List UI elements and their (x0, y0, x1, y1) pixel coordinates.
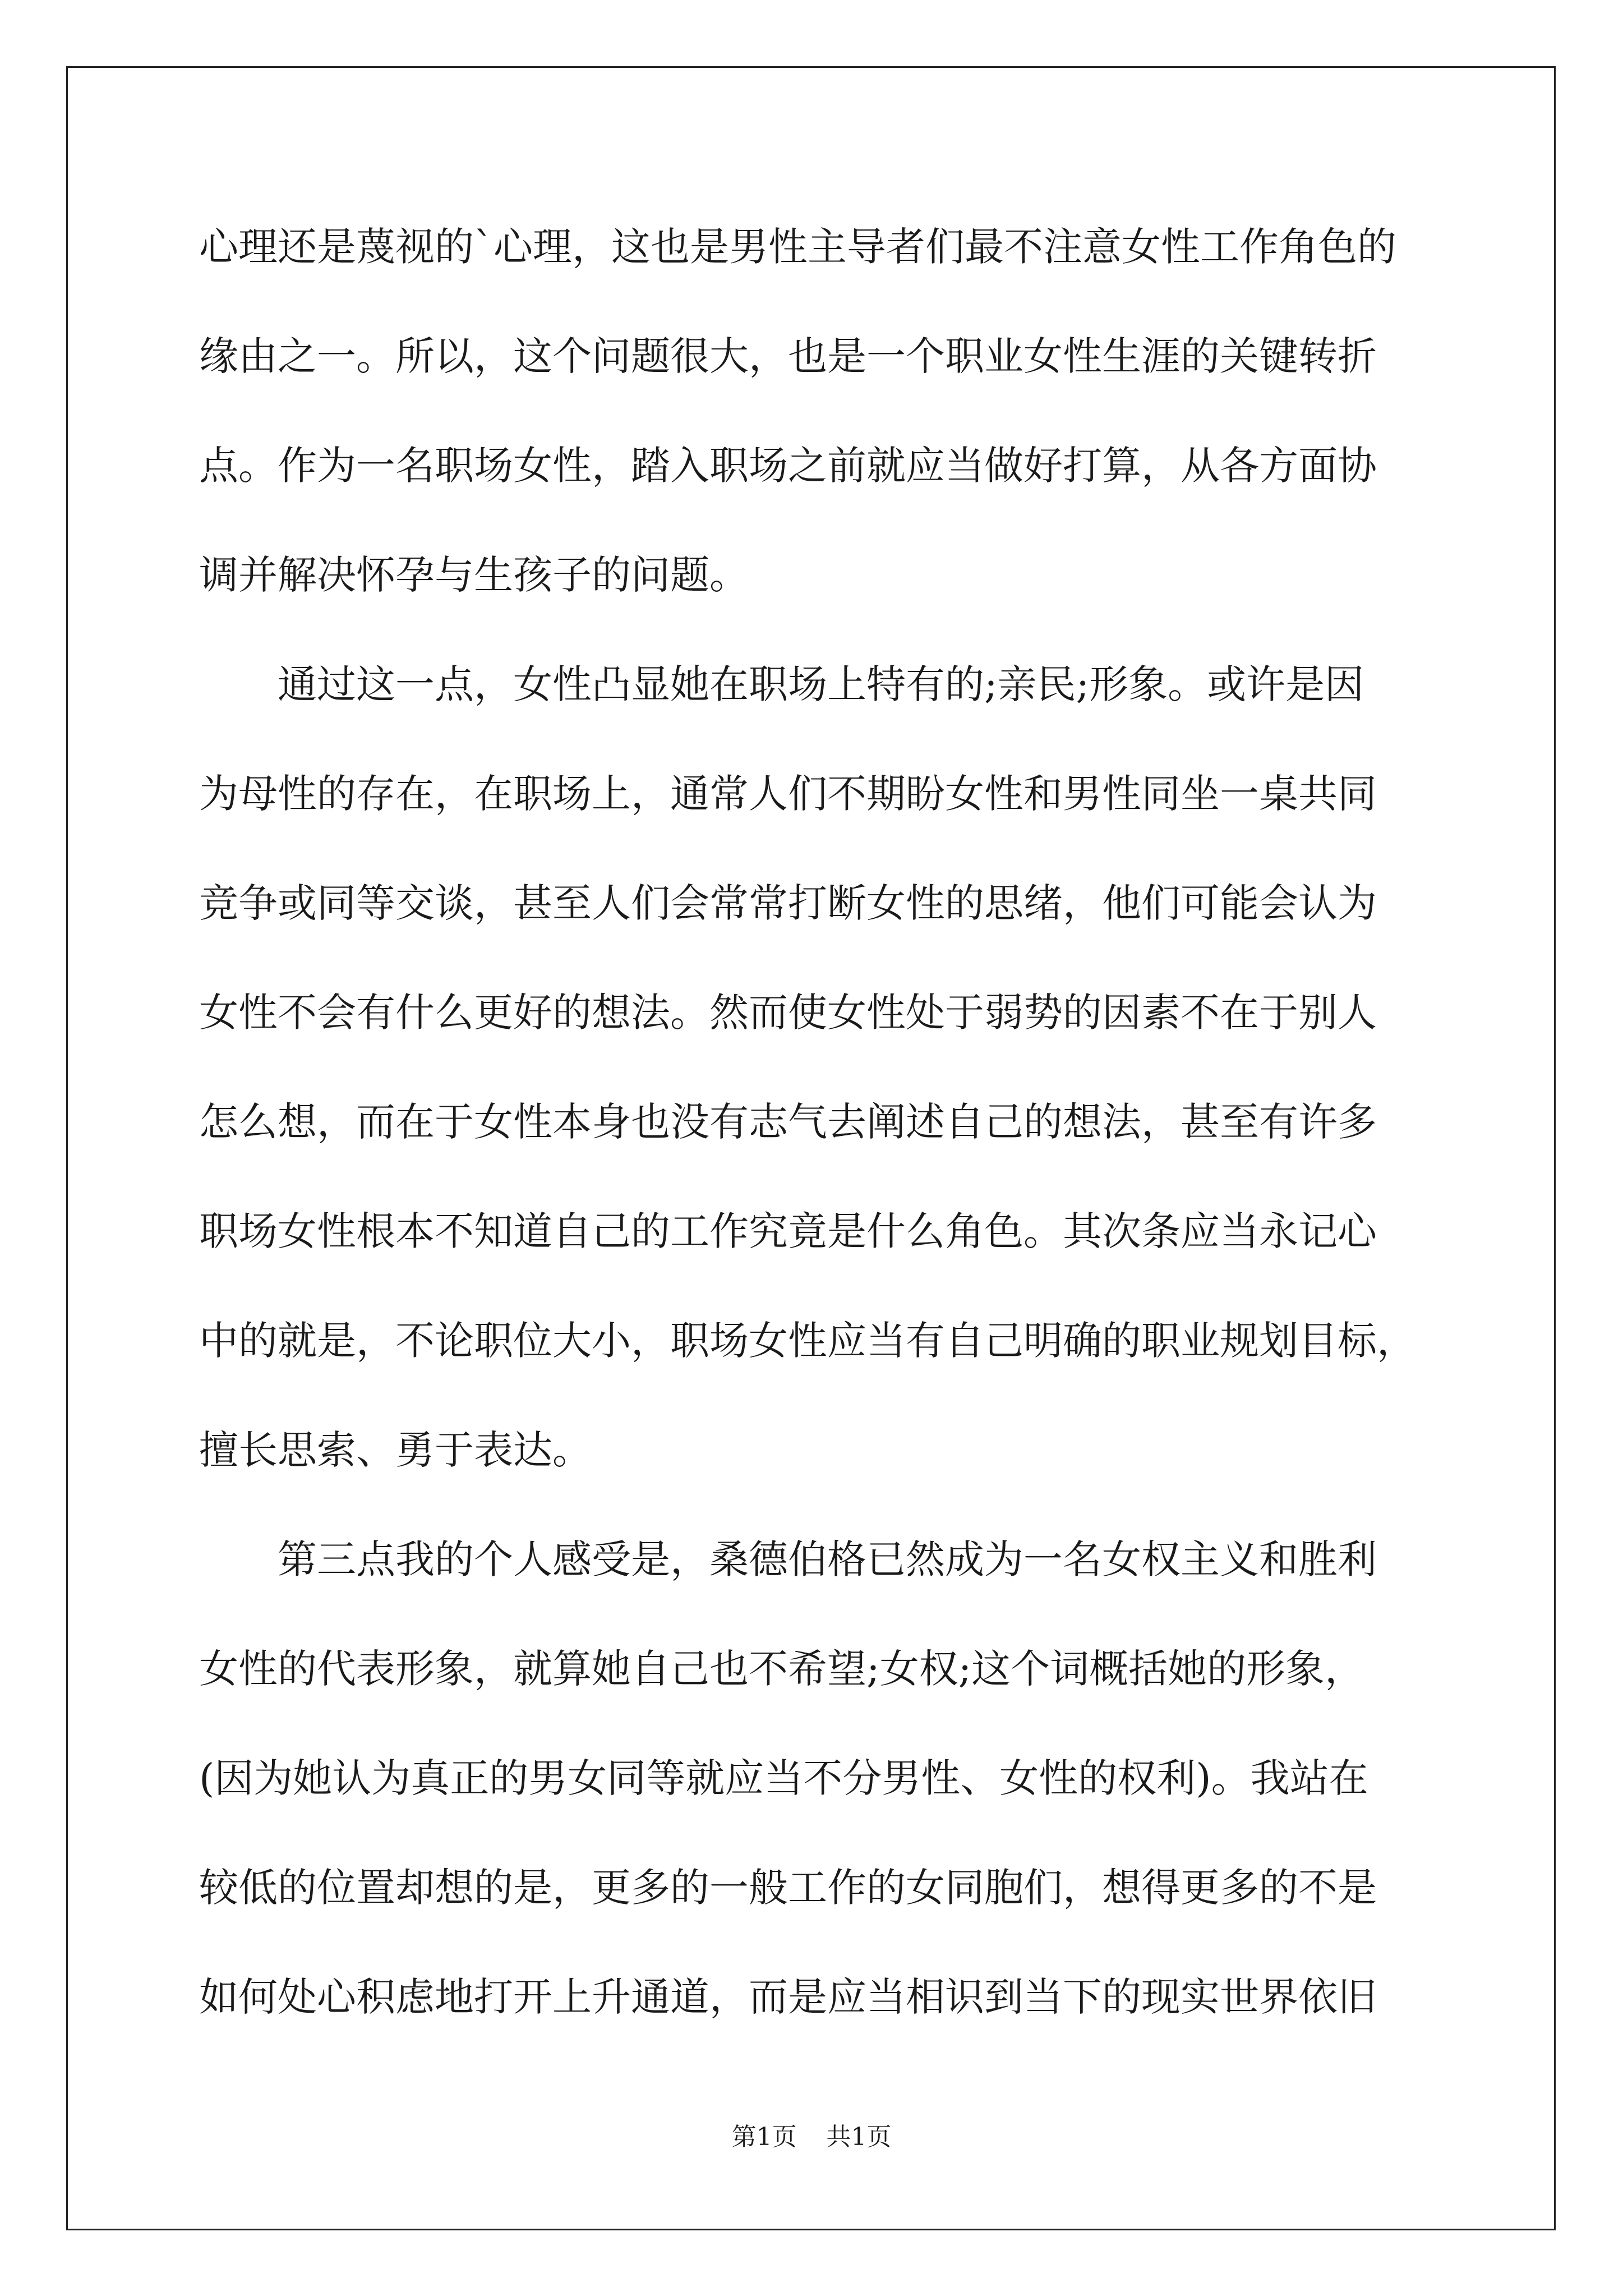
body-text-line: 较低的位置却想的是，更多的一般工作的女同胞们，想得更多的不是 (199, 1865, 1377, 1911)
body-text-line: 女性不会有什么更好的想法。然而使女性处于弱势的因素不在于别人 (199, 990, 1377, 1036)
body-text-line: 女性的代表形象，就算她自己也不希望;女权;这个词概括她的形象， (199, 1646, 1364, 1692)
page-total: 共1页 (826, 2123, 892, 2151)
page-number: 第1页 (731, 2123, 797, 2151)
body-text-line: 调并解决怀孕与生孩子的问题。 (199, 552, 749, 598)
body-text-line: 职场女性根本不知道自己的工作究竟是什么角色。其次条应当永记心 (199, 1208, 1377, 1254)
body-text-line: 心理还是蔑视的`心理，这也是男性主导者们最不注意女性工作角色的 (199, 224, 1396, 270)
body-text-line: 竞争或同等交谈，甚至人们会常常打断女性的思绪，他们可能会认为 (199, 880, 1377, 926)
body-text-line: 第三点我的个人感受是，桑德伯格已然成为一名女权主义和胜利 (199, 1536, 1377, 1582)
body-text-line: 为母性的存在，在职场上，通常人们不期盼女性和男性同坐一桌共同 (199, 771, 1377, 817)
body-text-line: (因为她认为真正的男女同等就应当不分男性、女性的权利)。我站在 (199, 1755, 1368, 1801)
body-text-line: 怎么想，而在于女性本身也没有志气去阐述自己的想法，甚至有许多 (199, 1099, 1377, 1145)
body-text-line: 中的就是，不论职位大小，职场女性应当有自己明确的职业规划目标， (199, 1318, 1416, 1364)
body-text-line: 擅长思索、勇于表达。 (199, 1427, 592, 1473)
body-text-line: 点。作为一名职场女性，踏入职场之前就应当做好打算，从各方面协 (199, 443, 1377, 489)
body-text-line: 如何处心积虑地打开上升通道，而是应当相识到当下的现实世界依旧 (199, 1974, 1377, 2020)
body-text-line: 缘由之一。所以，这个问题很大，也是一个职业女性生涯的关键转折 (199, 333, 1377, 379)
page-footer (0, 2120, 1623, 2154)
body-text-line: 通过这一点，女性凸显她在职场上特有的;亲民;形象。或许是因 (199, 661, 1364, 707)
